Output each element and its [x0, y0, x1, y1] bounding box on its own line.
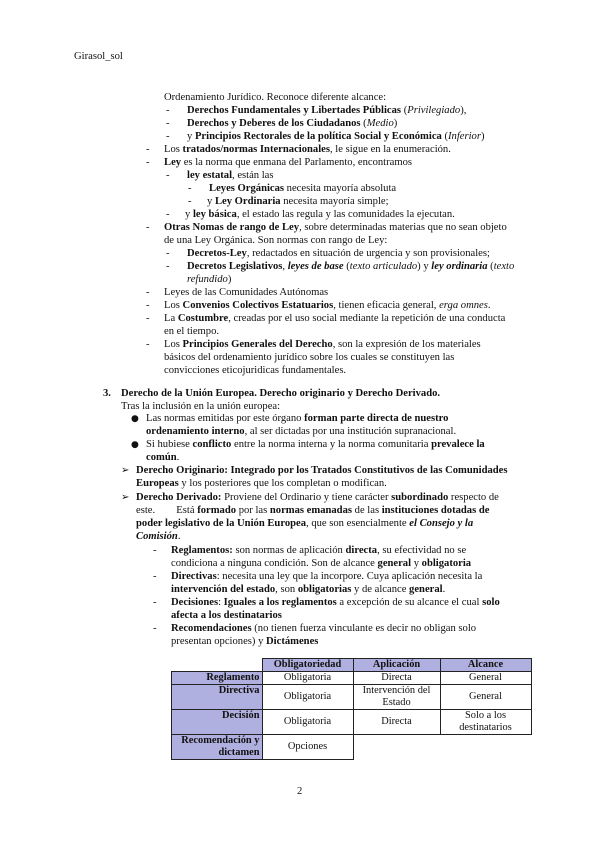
list-item-decretos-legislativos: Decretos Legislativos, leyes de base (texto articulado) y ley ordinaria (texto: [187, 261, 515, 272]
bullet-icon: ●: [131, 440, 139, 450]
list-item-convenios: Los Convenios Colectivos Estatuarios, tienen eficacia general, erga omnes.: [164, 300, 491, 311]
table-cell: General: [440, 685, 531, 710]
table-corner: [172, 659, 263, 672]
page-number: 2: [297, 786, 303, 797]
list-item-leyes-ccaa: Leyes de las Comunidades Autónomas: [164, 287, 329, 298]
derecho-derivado-line1: Derecho Derivado: Proviene del Ordinario y tiene carácter subordinado respecto de: [136, 492, 499, 503]
dash-marker: -: [146, 222, 150, 233]
list-intro: Ordenamiento Jurídico. Reconoce diferente alcance:: [164, 92, 387, 103]
list-item-ley-ordinaria: y Ley Ordinaria necesita mayoría simple;: [207, 196, 389, 207]
decisiones-line1: Decisiones: Iguales a los reglamentos a excepción de su alcance el cual solo: [171, 597, 500, 608]
list-item-ley: Ley es la norma que enmana del Parlamento, encontramos: [164, 157, 412, 168]
dash-marker: -: [146, 287, 150, 298]
list-item-principios-generales-line2: básicos del ordenamiento jurídico sobre los cuales se constituyen las: [164, 352, 455, 363]
decisiones-line2: afecta a los destinatarios: [171, 610, 282, 621]
reglamentos-line2: condiciona a ninguna condición. Son de alcance general y obligatoria: [171, 558, 472, 569]
table-cell: Obligatoria: [262, 685, 353, 710]
list-item-tratados: Los tratados/normas Internacionales, le sigue en la enumeración.: [164, 144, 451, 155]
table-header-cell: Aplicación: [353, 659, 440, 672]
list-item-costumbre-line2: en el tiempo.: [164, 326, 220, 337]
dash-marker: -: [166, 105, 170, 116]
table-cell: Opciones: [262, 735, 353, 760]
derecho-derivado-line2: este. Está formado por las normas emanadas de las instituciones dotadas de: [136, 505, 490, 516]
dash-marker: -: [146, 300, 150, 311]
table-cell: Obligatoria: [262, 710, 353, 735]
dash-marker: -: [146, 313, 150, 324]
derecho-derivado-line4: Comisión.: [136, 531, 181, 542]
bullet-icon: ●: [131, 414, 139, 424]
table-cell: Obligatoria: [262, 672, 353, 685]
list-item-derechos-fundamentales: Derechos Fundamentales y Libertades Públicas (Privilegiado),: [187, 105, 467, 116]
derecho-originario-line1: Derecho Originario: Integrado por los Tratados Constitutivos de las Comunidades: [136, 465, 508, 476]
recomendaciones-line2: presentan opciones) y Dictámenes: [171, 636, 319, 647]
dash-marker: -: [146, 157, 150, 168]
arrow-bullet-icon: ➢: [121, 492, 130, 503]
table-row-label: Decisión: [172, 710, 263, 735]
table-empty-cell: [353, 735, 440, 760]
bullet-item-conflicto-line2: común.: [146, 452, 180, 463]
table-row: [172, 685, 532, 710]
list-item-decretos-legislativos-line2: refundido): [187, 274, 232, 285]
dash-marker: -: [153, 571, 157, 582]
bullet-item-normas-line2: ordenamiento interno, al ser dictadas por una institución supranacional.: [146, 426, 457, 437]
header-author: Girasol_sol: [74, 51, 123, 62]
section-number: 3.: [103, 388, 111, 399]
table-row-label: Directiva: [172, 685, 263, 710]
table-cell: [440, 710, 531, 735]
table-row-label: [172, 735, 263, 760]
recomendaciones-line1: Recomendaciones (no tienen fuerza vinculante es decir no obligan solo: [171, 623, 477, 634]
directivas-line1: Directivas: necesita una ley que la incorpore. Cuya aplicación necesita la: [171, 571, 483, 582]
dash-marker: -: [153, 545, 157, 556]
list-item-principios-generales: Los Principios Generales del Derecho, son la expresión de los materiales: [164, 339, 481, 350]
derecho-originario-line2: Europeas y los posteriores que los completan o modifican.: [136, 478, 387, 489]
table-cell: Directa: [353, 710, 440, 735]
table-cell-line: destinatarios: [459, 722, 512, 733]
list-item-otras-normas: Otras Nomas de rango de Ley, sobre determinadas materias que no sean objeto: [164, 222, 507, 233]
list-item-costumbre: La Costumbre, creadas por el uso social mediante la repetición de una conducta: [164, 313, 506, 324]
table-row-label-line: Recomendación y: [181, 735, 260, 746]
table-row-label: Reglamento: [172, 672, 263, 685]
section-intro: Tras la inclusión en la unión europea:: [121, 401, 281, 412]
table-header-cell: Alcance: [440, 659, 531, 672]
arrow-bullet-icon: ➢: [121, 465, 130, 476]
dash-marker: -: [166, 209, 170, 220]
bullet-item-normas-line1: Las normas emitidas por este órgano forman parte directa de nuestro: [146, 413, 449, 424]
dash-marker: -: [166, 248, 170, 259]
table-cell-line: Intervención del: [362, 685, 431, 696]
list-item-ley-basica: y ley básica, el estado las regula y las comunidades la ejecutan.: [185, 209, 455, 220]
list-item-otras-normas-line2: de una Ley Orgánica. Son normas con rango de Ley:: [164, 235, 388, 246]
table-row: [172, 710, 532, 735]
list-item-decretos-ley: Decretos-Ley, redactados en situación de urgencia y son provisionales;: [187, 248, 490, 259]
table-row: [172, 735, 532, 760]
dash-marker: -: [153, 597, 157, 608]
dash-marker: -: [166, 261, 170, 272]
table-row-label-line: dictamen: [218, 747, 260, 758]
table-empty-cell: [440, 735, 531, 760]
list-item-leyes-organicas: Leyes Orgánicas necesita mayoría absoluta: [209, 183, 397, 194]
table-cell: Directa: [353, 672, 440, 685]
dash-marker: -: [166, 118, 170, 129]
dash-marker: -: [188, 196, 192, 207]
list-item-ley-estatal: ley estatal, están las: [187, 170, 274, 181]
table-header-row: [172, 659, 532, 672]
reglamentos-line1: Reglamentos: son normas de aplicación directa, su efectividad no se: [171, 545, 467, 556]
table-cell: [353, 685, 440, 710]
list-item-derechos-deberes: Derechos y Deberes de los Ciudadanos (Medio): [187, 118, 398, 129]
dash-marker: -: [153, 623, 157, 634]
dash-marker: -: [146, 339, 150, 350]
table-cell-line: Estado: [382, 697, 411, 708]
bullet-item-conflicto-line1: Si hubiese conflicto entre la norma interna y la norma comunitaria prevalece la: [146, 439, 485, 450]
directivas-line2: intervención del estado, son obligatorias y de alcance general.: [171, 584, 446, 595]
table-header-cell: Obligatoriedad: [262, 659, 353, 672]
comparison-table: [171, 658, 532, 760]
dash-marker: -: [188, 183, 192, 194]
list-item-principios-generales-line3: convicciones eticojuridicas fundamentales.: [164, 365, 347, 376]
dash-marker: -: [166, 131, 170, 142]
section-title: Derecho de la Unión Europea. Derecho originario y Derecho Derivado.: [121, 388, 441, 399]
derecho-derivado-line3: poder legislativo de la Unión Europea, que son esencialmente el Consejo y la: [136, 518, 474, 529]
dash-marker: -: [166, 170, 170, 181]
list-item-principios-rectorales: y Principios Rectorales de la política Social y Económica (Inferior): [187, 131, 485, 142]
table-row: [172, 672, 532, 685]
table-cell-line: Solo a los: [465, 710, 506, 721]
table-cell: General: [440, 672, 531, 685]
dash-marker: -: [146, 144, 150, 155]
